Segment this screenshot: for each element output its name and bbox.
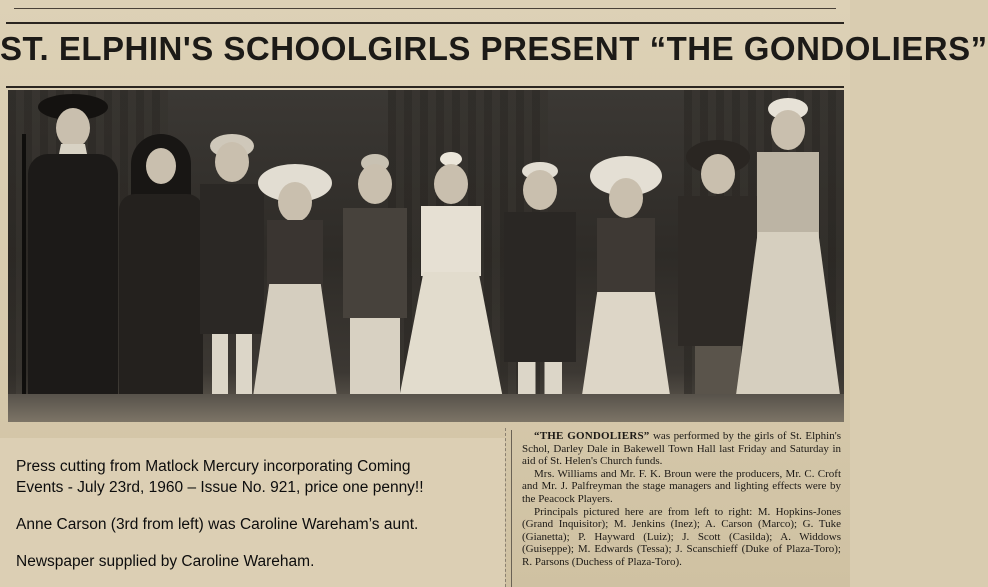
cast-figure (734, 92, 842, 414)
caption-panel (0, 438, 505, 587)
column-rule (505, 428, 506, 587)
cast-figure (396, 122, 506, 414)
article-lead: “THE GONDOLIERS” (534, 430, 650, 442)
cast-figure (580, 122, 672, 414)
cast-figure (500, 124, 580, 414)
article-column (511, 430, 841, 587)
article-text: was performed by the girls of St. Elphin's Schol, Darley Dale in Bakewell Town Hall last Friday and Saturday in aid of St. Helen's Church funds. (522, 430, 841, 468)
article-paragraph (522, 430, 841, 468)
caption-line: Anne Carson (3rd from left) was Caroline Wareham’s aunt. (16, 516, 419, 533)
article-paragraph: Mrs. Williams and Mr. F. K. Broun were the producers, Mr. C. Croft and Mr. J. Palfreyman the stage managers and lighting effects were by the Peacock Players. (522, 467, 841, 505)
cast-figure (28, 94, 118, 414)
headline: ST. ELPHIN'S SCHOOLGIRLS PRESENT “THE GONDOLIERS” (0, 30, 988, 67)
stage-floor (8, 394, 844, 422)
top-rule (14, 8, 836, 9)
cast-figure (252, 124, 338, 414)
caption-line: Events - July 23rd, 1960 – Issue No. 921, price one penny!! (16, 479, 424, 496)
article-paragraph: Principals pictured here are from left to right: M. Hopkins-Jones (Grand Inquisitor); M. Jenkins (Inez); A. Carson (Marco); G. Tuke (Gianetta); P. Hayward (Luiz); J. Scott (Casilda); A. Widdows (Guiseppe); M. Edwards (Tessa); J. Scanschieff (Duke of Plaza-Toro); R. Parsons (Duchess of Plaza-Toro). (522, 505, 841, 568)
cast-figure (118, 114, 204, 414)
caption-line: Press cutting from Matlock Mercury incorporating Coming (16, 458, 411, 475)
caption-line: Newspaper supplied by Caroline Wareham. (16, 553, 315, 570)
cast-photograph (8, 90, 844, 422)
